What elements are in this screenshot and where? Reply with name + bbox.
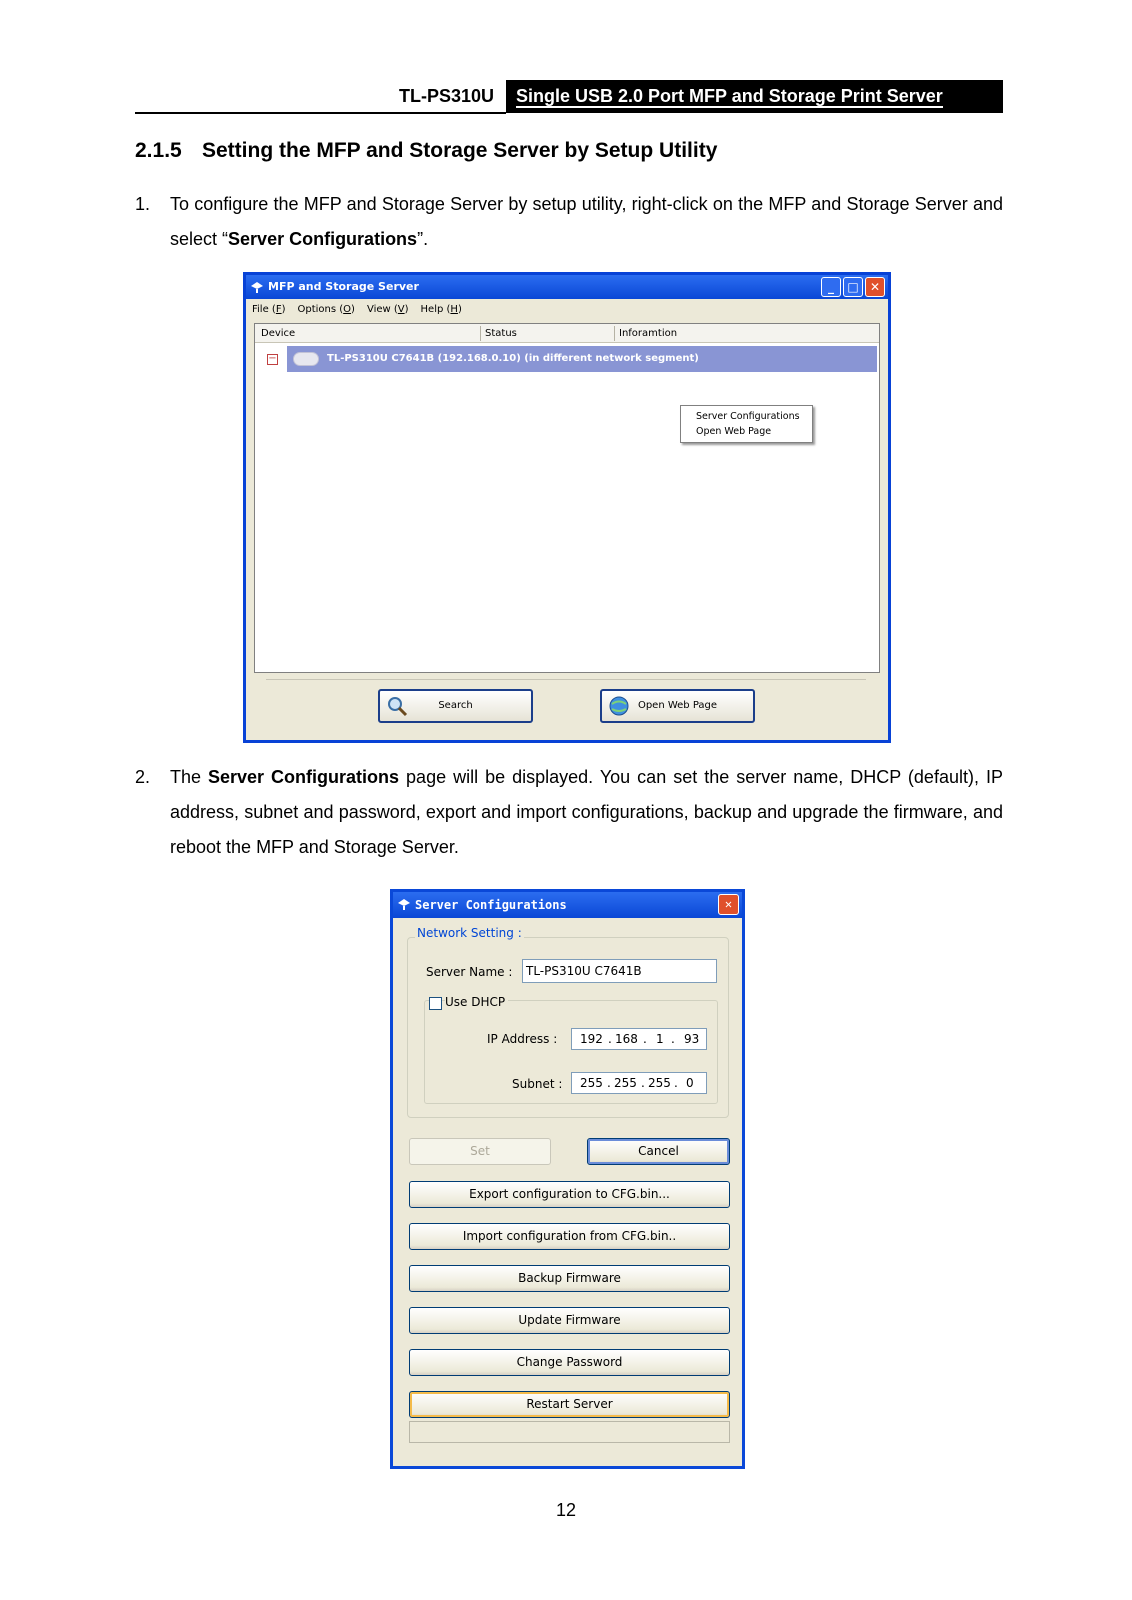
backup-firmware-button[interactable]: Backup Firmware (409, 1265, 730, 1292)
set-button[interactable]: Set (409, 1138, 551, 1165)
menu-options[interactable]: Options (O) (297, 304, 355, 315)
globe-icon (608, 695, 630, 717)
use-dhcp-label: Use DHCP (445, 995, 508, 1009)
server-name-field[interactable]: TL-PS310U C7641B (522, 959, 717, 983)
menu-file[interactable]: File (F) (252, 304, 286, 315)
subnet-field[interactable]: 255 . 255 . 255 . 0 (571, 1072, 707, 1094)
app-icon (397, 897, 411, 911)
step-number: 2. (135, 767, 151, 787)
device-list (254, 323, 880, 673)
list-header (255, 324, 879, 343)
device-row-label: TL-PS310U C7641B (192.168.0.10) (in different network segment) (327, 353, 699, 364)
step-1 (135, 187, 1003, 257)
ip-address-label: IP Address : (487, 1032, 558, 1046)
open-web-page-button[interactable]: Open Web Page (600, 689, 755, 723)
status-bar (409, 1421, 730, 1443)
column-status[interactable]: Status (485, 328, 517, 339)
header-title: Single USB 2.0 Port MFP and Storage Print Server (506, 80, 1003, 113)
menu-view[interactable]: View (V) (366, 304, 409, 315)
update-firmware-button[interactable]: Update Firmware (409, 1307, 730, 1334)
restart-server-button[interactable]: Restart Server (409, 1391, 730, 1418)
network-setting-label: Network Setting : (417, 926, 522, 940)
page-number: 12 (555, 1500, 577, 1520)
menu-help[interactable]: Help (H) (420, 304, 462, 315)
context-menu-open-web-page[interactable]: Open Web Page (696, 426, 772, 437)
section-title: Setting the MFP and Storage Server by Setup Utility (202, 139, 718, 162)
section-heading (135, 139, 717, 163)
window-title: Server Configurations (415, 898, 567, 912)
app-icon (250, 280, 264, 294)
use-dhcp-checkbox[interactable] (429, 997, 442, 1010)
cancel-button[interactable]: Cancel (587, 1138, 730, 1165)
server-name-label: Server Name : (426, 965, 513, 979)
minimize-icon[interactable]: _ (821, 277, 841, 297)
step-2 (135, 760, 1003, 865)
context-menu-server-configurations[interactable]: Server Configurations (696, 411, 800, 422)
page-header (135, 80, 1003, 113)
search-button[interactable]: Search (378, 689, 533, 723)
printer-server-icon (293, 352, 319, 366)
export-config-button[interactable]: Export configuration to CFG.bin... (409, 1181, 730, 1208)
step-text: The Server Configurations page will be displayed. You can set the server name, DHCP (default), IP address, subnet and password, export and import configurations, backup and upgrade the firmware, and reboot the MFP and Storage Server. (170, 767, 1003, 857)
mfp-storage-server-window (243, 272, 891, 743)
maximize-icon[interactable]: □ (843, 277, 863, 297)
close-icon[interactable]: ✕ (718, 894, 739, 915)
server-configurations-window (390, 889, 745, 1469)
ip-address-field[interactable]: 192 . 168 . 1 . 93 (571, 1028, 707, 1050)
subnet-label: Subnet : (512, 1077, 563, 1091)
import-config-button[interactable]: Import configuration from CFG.bin.. (409, 1223, 730, 1250)
step-text: To configure the MFP and Storage Server by setup utility, right-click on the MFP and Storage Server and select “Server Configurations”. (170, 194, 1003, 249)
change-password-button[interactable]: Change Password (409, 1349, 730, 1376)
header-model: TL-PS310U (135, 80, 506, 114)
column-device[interactable]: Device (261, 328, 296, 339)
context-menu (680, 405, 813, 443)
menu-bar (246, 299, 888, 321)
search-icon (386, 695, 408, 717)
section-number: 2.1.5 (135, 139, 182, 162)
window-title: MFP and Storage Server (268, 280, 419, 293)
collapse-icon[interactable]: − (268, 353, 277, 364)
window-titlebar (246, 275, 888, 299)
window-titlebar (393, 892, 742, 918)
column-information[interactable]: Inforamtion (619, 328, 678, 339)
device-row[interactable] (287, 346, 877, 372)
step-number: 1. (135, 194, 151, 214)
close-icon[interactable]: ✕ (865, 277, 885, 297)
